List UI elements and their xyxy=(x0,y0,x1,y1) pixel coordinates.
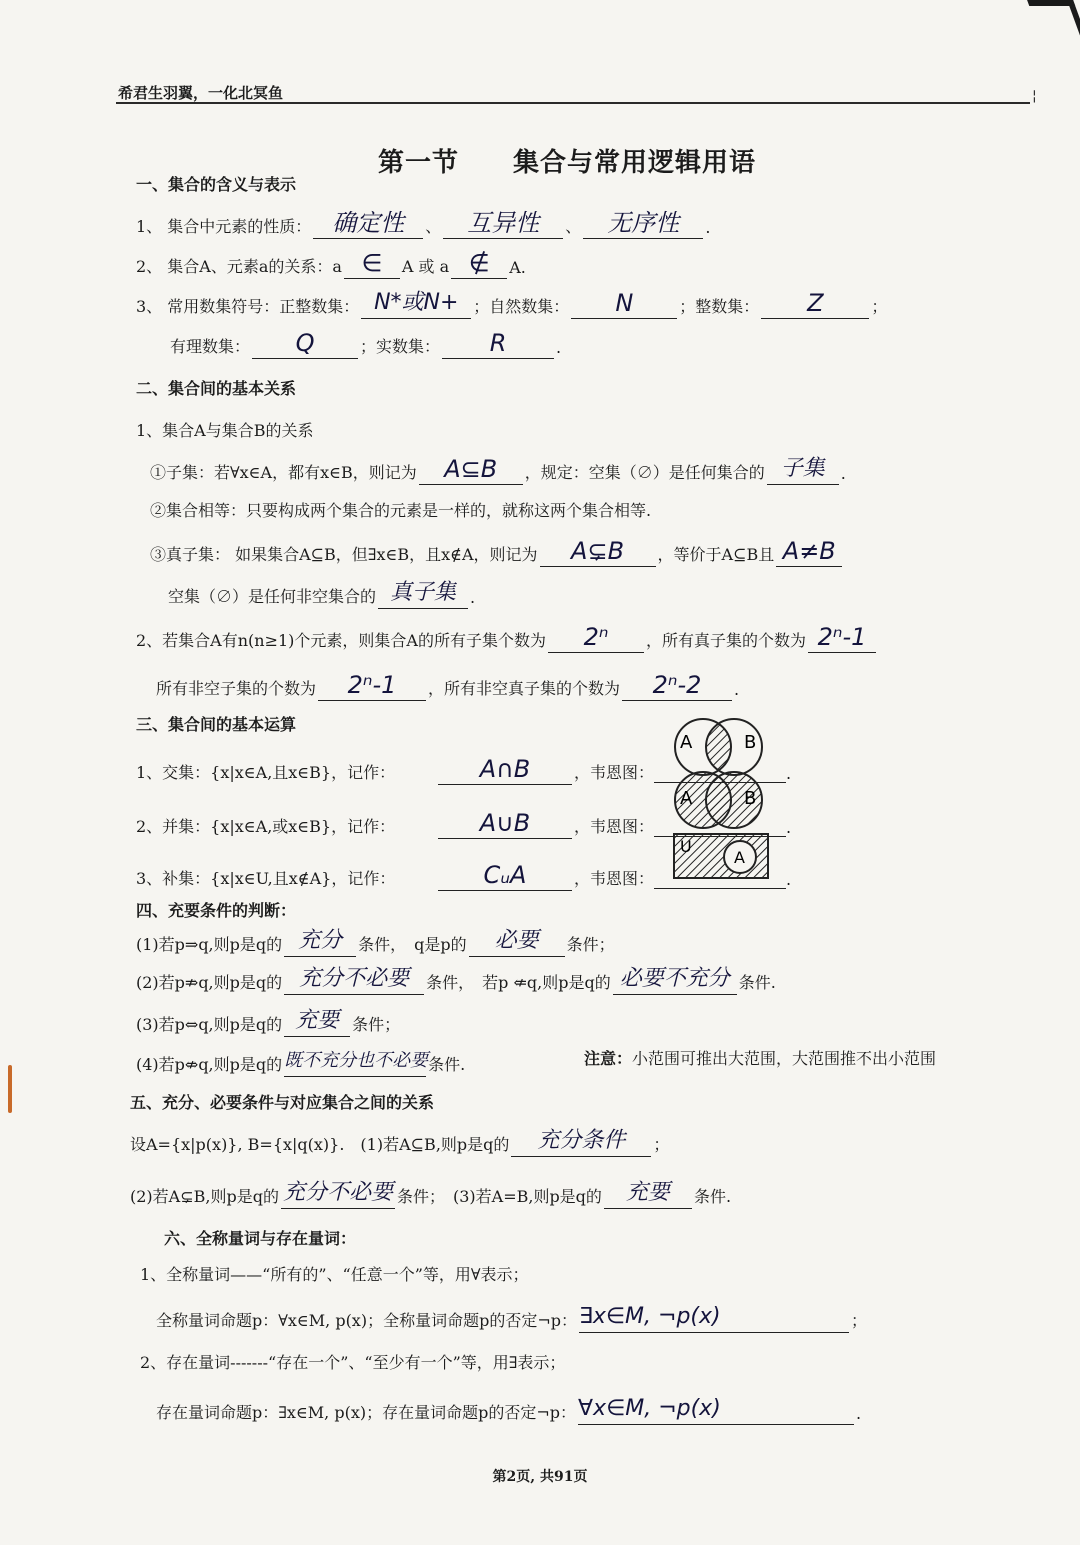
s4-line-1 xyxy=(136,924,615,955)
s2-line-1: 1、集合A与集合B的关系 xyxy=(136,421,314,440)
venn1-label-b: B xyxy=(744,732,757,753)
s4-note-label: 注意： xyxy=(584,1049,633,1068)
s1-l3-answer-3: Z xyxy=(761,288,869,319)
corner-mark xyxy=(1027,0,1080,38)
s1-l1-sep-2: 、 xyxy=(565,217,582,236)
s3-op1-end: . xyxy=(786,764,792,783)
s5-l1-label: 设A={x|p(x)}, B={x|q(x)}. (1)若A⊆B,则p是q的 xyxy=(130,1135,510,1154)
s2-subset-end: . xyxy=(840,464,846,483)
s3-op2-label: 2、并集：{x|x∈A,或x∈B}，记作： xyxy=(136,817,396,836)
s6-line-1: 1、全称量词——“所有的”、“任意一个”等，用∀表示； xyxy=(140,1265,529,1284)
header-rule xyxy=(116,102,1030,104)
header-mark: ¦ xyxy=(1032,88,1037,104)
s2-empty-answer: 真子集 xyxy=(378,578,468,609)
s4-l1-answer-2: 必要 xyxy=(469,926,565,957)
s4-l4-end: 条件. xyxy=(428,1055,466,1074)
s3-op1-label: 1、交集：{x|x∈A,且x∈B}，记作： xyxy=(136,763,396,782)
venn-diagrams xyxy=(660,716,780,886)
s3-op3-end: . xyxy=(786,870,792,889)
s2-count2-answer-2: 2ⁿ-2 xyxy=(622,670,732,701)
section-1-heading: 一、集合的含义与表示 xyxy=(136,175,297,194)
s1-l1-end: . xyxy=(705,218,711,237)
venn-union xyxy=(675,772,762,828)
s4-l4-label: (4)若p⇎q,则p是q的 xyxy=(136,1055,283,1074)
s4-line-3 xyxy=(136,1004,400,1035)
s4-l2-end: 条件. xyxy=(738,973,776,992)
venn3-label-a: A xyxy=(734,848,745,867)
s2-subset-answer-1: A⊆B xyxy=(419,454,523,485)
s4-l4-answer: 既不充分也不必要 xyxy=(284,1046,426,1077)
venn1-label-a: A xyxy=(680,732,693,753)
s4-l1-label: (1)若p⇒q,则p是q的 xyxy=(136,935,283,954)
s3-op2-answer: A∪B xyxy=(438,808,572,839)
s3-op1-answer: A∩B xyxy=(438,754,572,785)
s1-l4-answer-1: Q xyxy=(252,328,358,359)
s4-l3-label: (3)若p⇔q,则p是q的 xyxy=(136,1015,283,1034)
s4-line-2 xyxy=(136,962,776,993)
page-title: 第一节 集合与常用逻辑用语 xyxy=(378,148,757,178)
s2-subset-line xyxy=(150,452,846,483)
s2-count2-answer-1: 2ⁿ-1 xyxy=(318,670,426,701)
s1-l2-answer-1: ∈ xyxy=(344,248,400,279)
s3-op3-label: 3、补集：{x|x∈U,且x∉A}，记作： xyxy=(136,869,396,888)
venn2-label-a: A xyxy=(680,788,693,809)
s1-l3-label: 3、 常用数集符号：正整数集： xyxy=(136,297,360,316)
s2-count1-answer-1: 2ⁿ xyxy=(548,622,644,653)
s2-count-line-1 xyxy=(136,620,878,651)
s1-l2-end: A. xyxy=(509,258,526,277)
s5-l1-answer: 充分条件 xyxy=(511,1126,651,1157)
page-footer: 第2页, 共91页 xyxy=(492,1469,588,1485)
s4-l1-end: 条件； xyxy=(566,935,615,954)
s2-count1-label: 2、若集合A有n(n≥1)个元素，则集合A的所有子集个数为 xyxy=(136,631,546,650)
s2-count-line-2 xyxy=(156,668,739,699)
s5-l2-end: 条件. xyxy=(693,1187,732,1206)
s2-subset-text-2: ，规定：空集（∅）是任何集合的 xyxy=(524,463,765,482)
s5-l1-end: ； xyxy=(653,1135,670,1154)
s5-l2-label: (2)若A⊊B,则p是q的 xyxy=(130,1187,279,1206)
section-5-heading: 五、充分、必要条件与对应集合之间的关系 xyxy=(130,1093,435,1112)
s6-line-2 xyxy=(156,1300,867,1331)
s4-l2-text-2: 条件， 若p ⇍q,则p是q的 xyxy=(426,973,611,992)
s6-l4-answer: ∀x∈M, ¬p(x) xyxy=(578,1394,854,1425)
s3-op3-answer: CᵤA xyxy=(438,860,572,891)
s2-count1-text-2: ，所有真子集的个数为 xyxy=(645,631,806,650)
section-2-heading: 二、集合间的基本关系 xyxy=(136,379,297,398)
s2-proper-answer-1: A⊊B xyxy=(540,536,656,567)
s1-l4-answer-2: R xyxy=(442,328,554,359)
header-motto: 希君生羽翼，一化北冥鱼 xyxy=(118,84,284,102)
s3-op3-venn-label: ，韦恩图： xyxy=(574,869,655,888)
s1-l1-sep-1: 、 xyxy=(425,217,442,236)
s4-l1-answer-1: 充分 xyxy=(284,926,356,957)
s1-l1-answer-1: 确定性 xyxy=(313,208,423,239)
s2-proper-label: ③真子集： 如果集合A⊆B，但∃x∈B，且x∉A，则记为 xyxy=(150,545,538,564)
section-4-heading: 四、充要条件的判断： xyxy=(136,901,297,920)
s6-l4-end: . xyxy=(856,1404,862,1423)
s4-l3-answer: 充要 xyxy=(284,1006,350,1037)
s3-op2-end: . xyxy=(786,818,792,837)
s1-l2-answer-2: ∉ xyxy=(451,248,507,279)
s5-l2-text-2: 条件； (3)若A=B,则p是q的 xyxy=(396,1187,602,1206)
section-6-heading: 六、全称量词与存在量词： xyxy=(164,1229,357,1248)
s3-op2-venn-label: ，韦恩图： xyxy=(574,817,655,836)
s2-count2-text-2: ，所有非空真子集的个数为 xyxy=(428,679,621,698)
s4-l2-label: (2)若p⇏q,则p是q的 xyxy=(136,973,283,992)
s5-l2-answer-2: 充要 xyxy=(604,1178,692,1209)
margin-mark xyxy=(8,1065,12,1113)
s1-line-2 xyxy=(136,246,526,277)
s4-l2-answer-1: 充分不必要 xyxy=(284,964,424,995)
venn-complement xyxy=(674,834,768,878)
s1-l3-end: ； xyxy=(871,297,888,316)
s4-l1-text-2: 条件， q是p的 xyxy=(358,935,467,954)
s2-proper-answer-2: A≠B xyxy=(776,536,842,567)
s1-l3-answer-1: N*或N+ xyxy=(361,288,471,319)
section-3-heading: 三、集合间的基本运算 xyxy=(136,715,297,734)
s1-l4-text-2: ；实数集： xyxy=(360,337,441,356)
s1-l1-label: 1、 集合中元素的性质： xyxy=(136,217,312,236)
s6-l2-label: 全称量词命题p：∀x∈M, p(x)；全称量词命题p的否定¬p： xyxy=(156,1311,577,1330)
s1-l3-text-3: ；整数集： xyxy=(679,297,760,316)
s2-count1-answer-2: 2ⁿ-1 xyxy=(808,622,876,653)
s1-l4-label: 有理数集： xyxy=(170,337,251,356)
s4-l3-end: 条件； xyxy=(352,1015,401,1034)
s2-equal-line: ②集合相等：只要构成两个集合的元素是一样的，就称这两个集合相等. xyxy=(150,501,652,520)
s1-l1-answer-3: 无序性 xyxy=(583,208,703,239)
s1-l1-answer-2: 互异性 xyxy=(443,208,563,239)
s1-l3-answer-2: N xyxy=(571,288,677,319)
s5-line-1 xyxy=(130,1124,669,1155)
s6-line-3: 2、存在量词-------“存在一个”、“至少有一个”等，用∃表示； xyxy=(140,1353,566,1372)
s1-line-4 xyxy=(170,326,561,357)
venn2-label-b: B xyxy=(744,788,757,809)
s5-line-2 xyxy=(130,1176,731,1207)
s2-proper-line xyxy=(150,534,844,565)
s4-line-4 xyxy=(136,1044,465,1075)
s2-empty-line xyxy=(168,576,475,607)
s6-l2-answer: ∃x∈M, ¬p(x) xyxy=(579,1302,849,1333)
s1-l2-mid: A 或 a xyxy=(401,257,450,276)
venn-intersection xyxy=(675,719,762,775)
s6-line-4 xyxy=(156,1392,861,1423)
s4-l2-answer-2: 必要不充分 xyxy=(613,964,737,995)
s1-l3-text-2: ；自然数集： xyxy=(473,297,570,316)
s6-l2-end: ； xyxy=(850,1311,867,1330)
s2-subset-label: ①子集：若∀x∈A，都有x∈B，则记为 xyxy=(150,463,417,482)
s1-line-3 xyxy=(136,286,887,317)
s6-l4-label: 存在量词命题p：∃x∈M, p(x)；存在量词命题p的否定¬p： xyxy=(156,1403,576,1422)
s1-l4-end: . xyxy=(556,338,562,357)
s2-proper-text-2: ，等价于A⊆B且 xyxy=(657,545,775,564)
s2-empty-end: . xyxy=(470,588,476,607)
s2-count2-label: 所有非空子集的个数为 xyxy=(156,679,317,698)
s4-note-text: 小范围可推出大范围，大范围推不出小范围 xyxy=(632,1049,937,1068)
s5-l2-answer-1: 充分不必要 xyxy=(281,1178,395,1209)
s3-op3-venn-line xyxy=(654,886,786,889)
s1-line-1 xyxy=(136,206,710,237)
s2-empty-label: 空集（∅）是任何非空集合的 xyxy=(168,587,377,606)
s4-note xyxy=(584,1046,936,1069)
s2-count2-end: . xyxy=(734,680,740,699)
venn3-label-u: U xyxy=(680,837,692,856)
s3-op1-venn-label: ，韦恩图： xyxy=(574,763,655,782)
s1-l2-label: 2、 集合A、元素a的关系：a xyxy=(136,257,342,276)
s2-subset-answer-2: 子集 xyxy=(767,454,839,485)
